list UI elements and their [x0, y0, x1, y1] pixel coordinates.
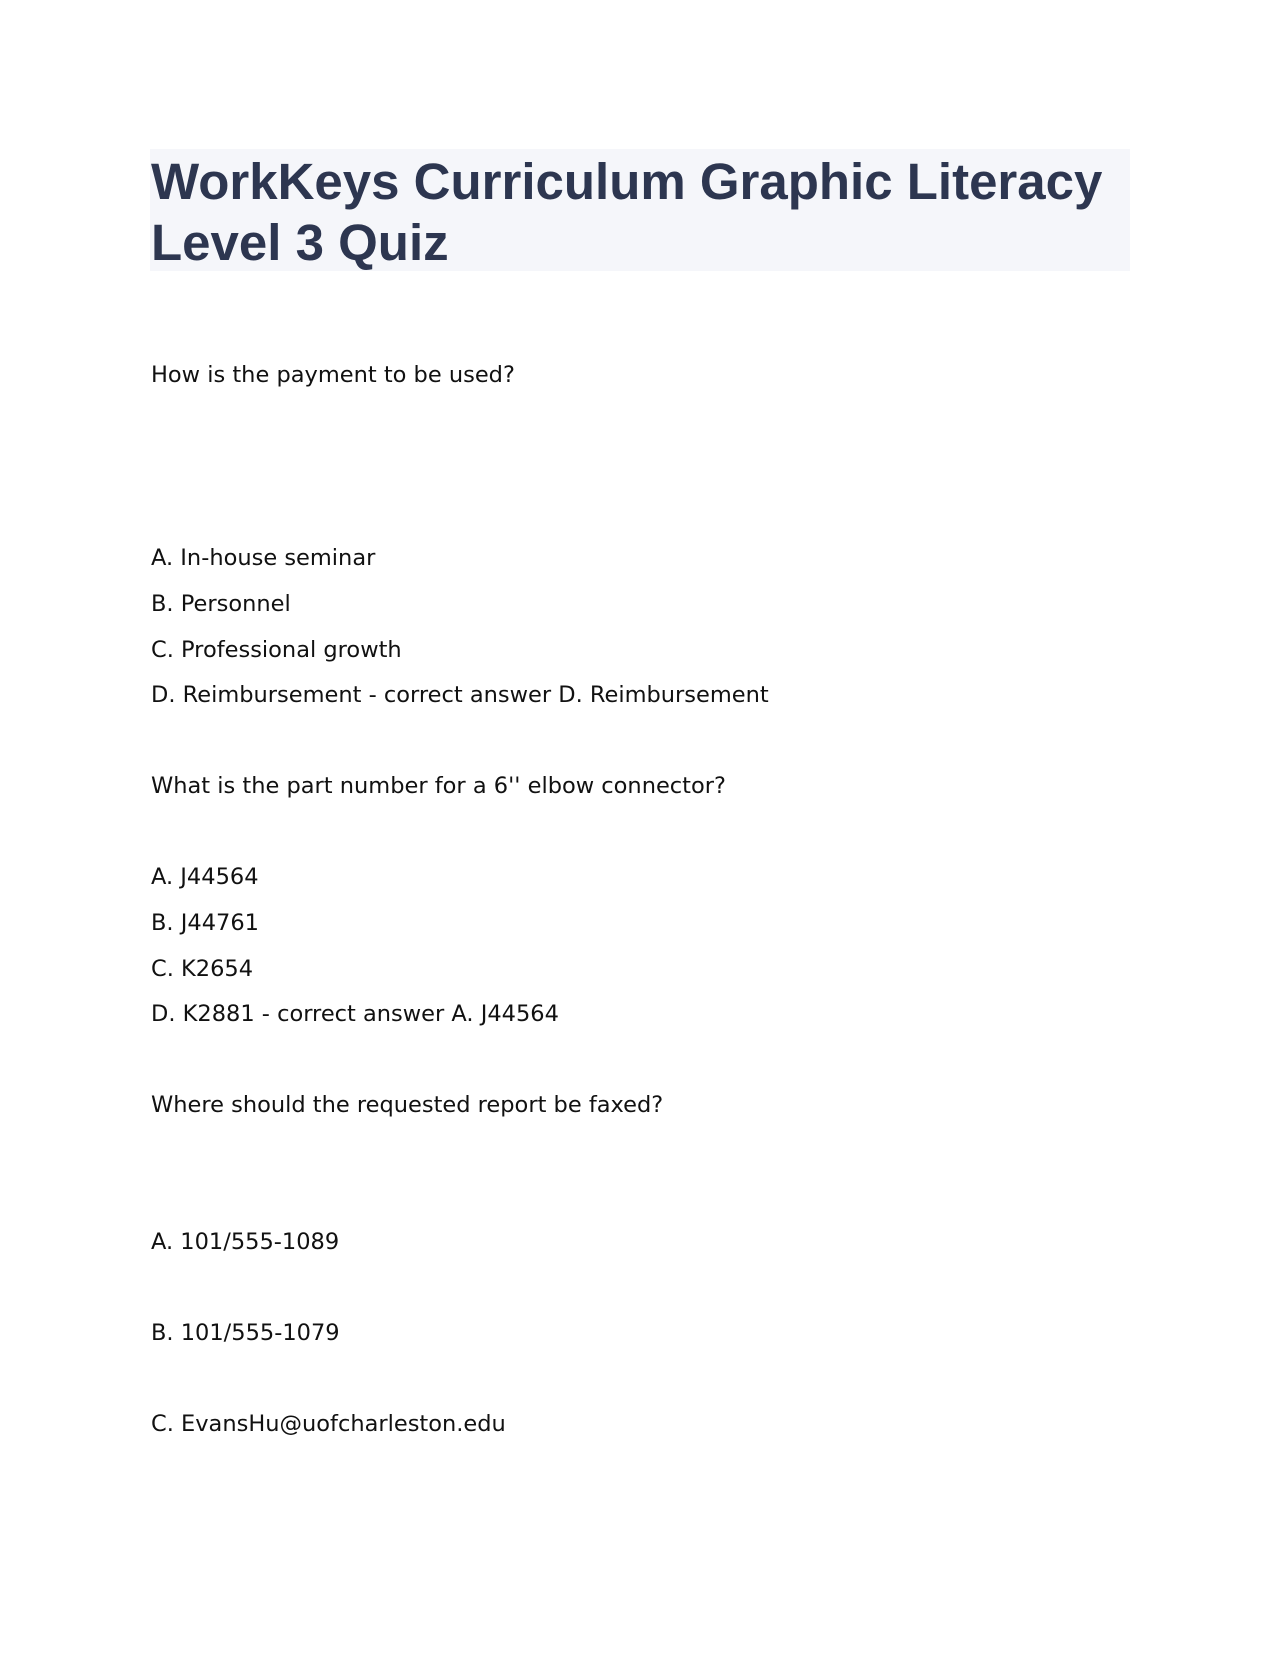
question-text: What is the part number for a 6'' elbow connector?: [151, 773, 726, 799]
answer-option: A. In-house seminar: [151, 545, 376, 571]
answer-option-with-correct-answer: D. Reimbursement - correct answer D. Reimbursement: [151, 682, 769, 708]
answer-option-with-correct-answer: D. K2881 - correct answer A. J44564: [151, 1001, 559, 1027]
answer-option: B. J44761: [151, 910, 259, 936]
answer-option: C. K2654: [151, 956, 254, 982]
answer-option: A. 101/555-1089: [151, 1229, 340, 1255]
answer-option: A. J44564: [151, 864, 259, 890]
answer-option: C. Professional growth: [151, 637, 402, 663]
answer-option: B. Personnel: [151, 591, 291, 617]
answer-option: B. 101/555-1079: [151, 1320, 340, 1346]
question-text: Where should the requested report be faxed?: [151, 1092, 664, 1118]
question-text: How is the payment to be used?: [151, 362, 515, 388]
answer-option: C. EvansHu@uofcharleston.edu: [151, 1411, 506, 1437]
document-title: WorkKeys Curriculum Graphic Literacy Level 3 Quiz: [151, 153, 1103, 271]
